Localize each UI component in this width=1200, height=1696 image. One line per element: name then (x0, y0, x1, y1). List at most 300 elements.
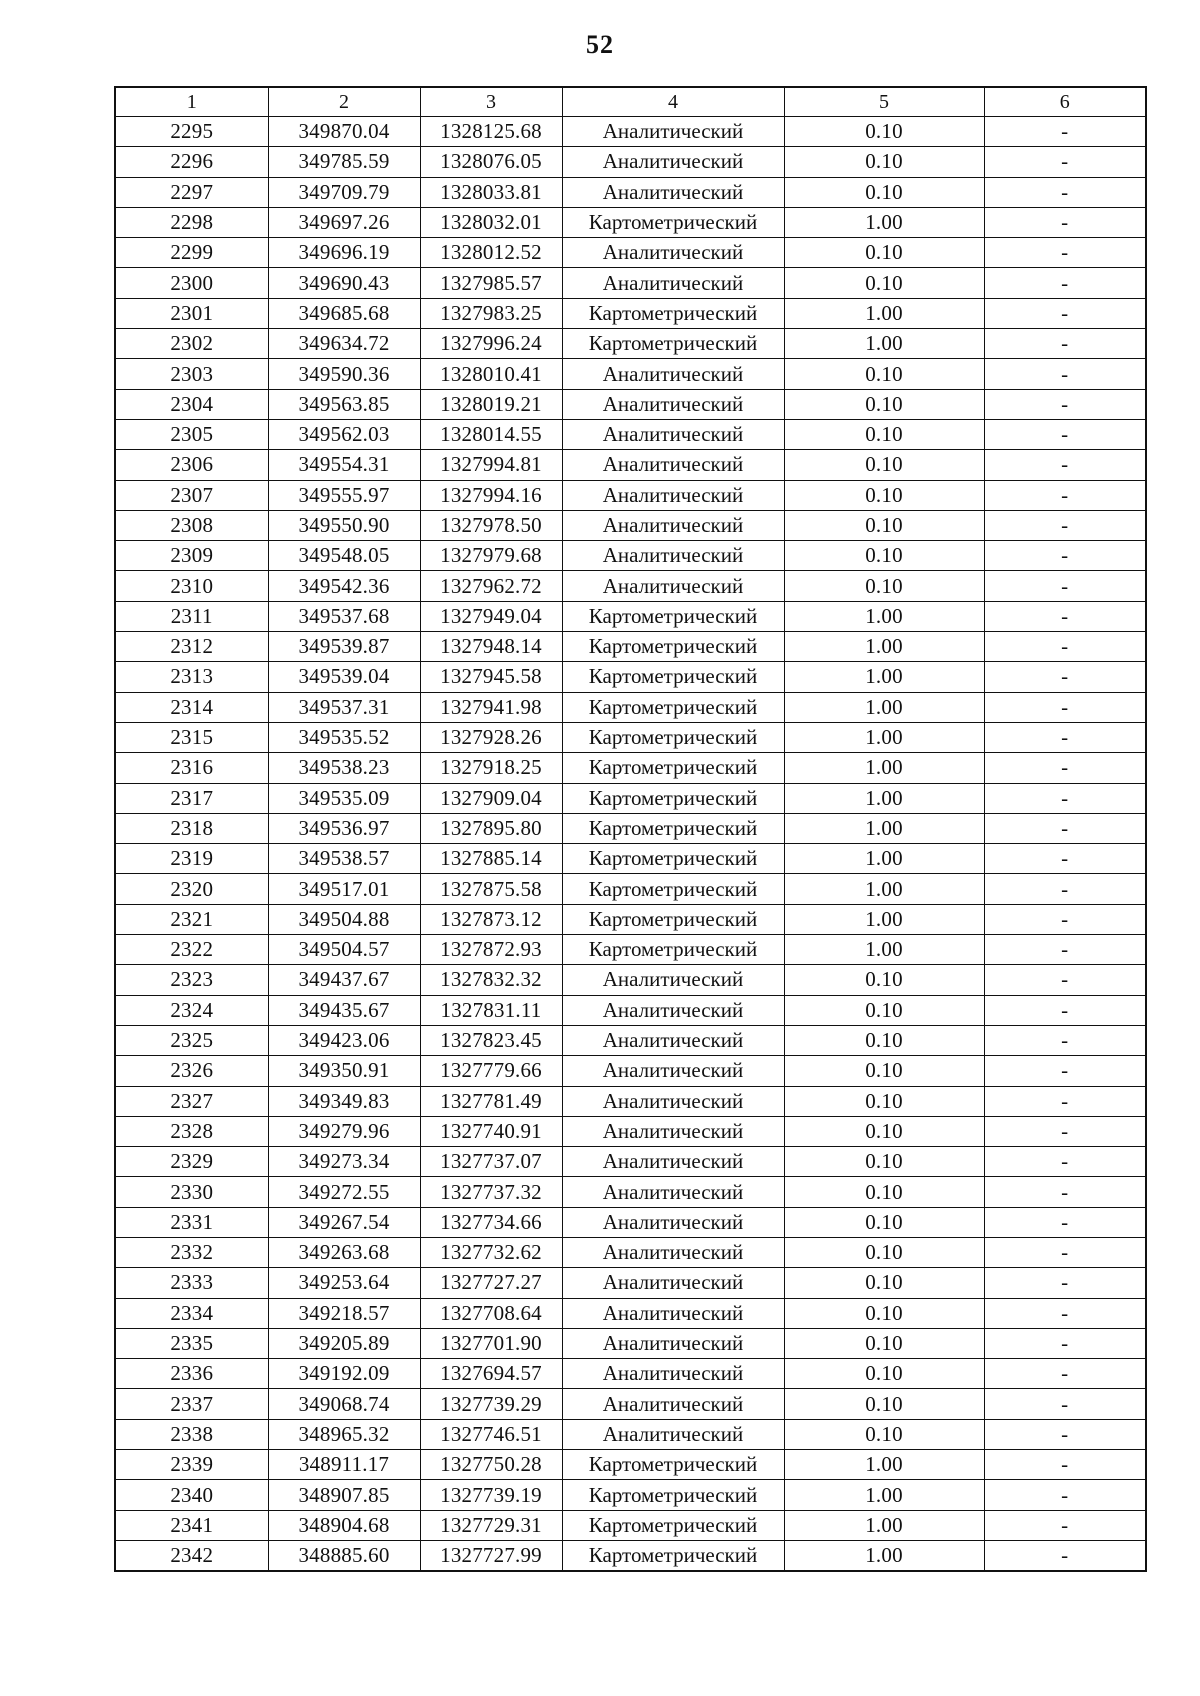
y-coordinate-cell: 1327823.45 (420, 1025, 562, 1055)
x-coordinate-cell: 349068.74 (268, 1389, 420, 1419)
y-coordinate-cell: 1327994.16 (420, 480, 562, 510)
table-row (115, 480, 1146, 510)
table-row (115, 1419, 1146, 1449)
y-coordinate-cell: 1327739.29 (420, 1389, 562, 1419)
x-coordinate-cell: 349437.67 (268, 965, 420, 995)
x-coordinate-cell: 349192.09 (268, 1359, 420, 1389)
x-coordinate-cell: 349550.90 (268, 510, 420, 540)
x-coordinate-cell: 349435.67 (268, 995, 420, 1025)
table-row (115, 268, 1146, 298)
method-cell: Аналитический (562, 359, 784, 389)
y-coordinate-cell: 1327694.57 (420, 1359, 562, 1389)
table-row (115, 1025, 1146, 1055)
method-cell: Аналитический (562, 1177, 784, 1207)
accuracy-cell: 0.10 (784, 1116, 984, 1146)
accuracy-cell: 1.00 (784, 1480, 984, 1510)
y-coordinate-cell: 1327978.50 (420, 510, 562, 540)
x-coordinate-cell: 349590.36 (268, 359, 420, 389)
accuracy-cell: 0.10 (784, 965, 984, 995)
method-cell: Аналитический (562, 1056, 784, 1086)
note-cell: - (984, 874, 1146, 904)
x-coordinate-cell: 349349.83 (268, 1086, 420, 1116)
table-row (115, 571, 1146, 601)
accuracy-cell: 0.10 (784, 1298, 984, 1328)
method-cell: Картометрический (562, 692, 784, 722)
point-number-cell: 2319 (115, 844, 268, 874)
method-cell: Картометрический (562, 1540, 784, 1571)
x-coordinate-cell: 349548.05 (268, 541, 420, 571)
accuracy-cell: 0.10 (784, 541, 984, 571)
table-row (115, 1510, 1146, 1540)
accuracy-cell: 1.00 (784, 935, 984, 965)
point-number-cell: 2323 (115, 965, 268, 995)
note-cell: - (984, 117, 1146, 147)
x-coordinate-cell: 349535.52 (268, 722, 420, 752)
table-row (115, 329, 1146, 359)
point-number-cell: 2327 (115, 1086, 268, 1116)
y-coordinate-cell: 1327909.04 (420, 783, 562, 813)
y-coordinate-cell: 1328014.55 (420, 419, 562, 449)
point-number-cell: 2325 (115, 1025, 268, 1055)
table-row (115, 1540, 1146, 1571)
accuracy-cell: 1.00 (784, 904, 984, 934)
table-row (115, 1480, 1146, 1510)
table-row (115, 541, 1146, 571)
method-cell: Картометрический (562, 632, 784, 662)
column-header-5: 5 (784, 87, 984, 117)
note-cell: - (984, 510, 1146, 540)
table-row (115, 813, 1146, 843)
y-coordinate-cell: 1328032.01 (420, 207, 562, 237)
x-coordinate-cell: 348911.17 (268, 1450, 420, 1480)
table-row (115, 389, 1146, 419)
note-cell: - (984, 541, 1146, 571)
method-cell: Картометрический (562, 662, 784, 692)
method-cell: Картометрический (562, 601, 784, 631)
note-cell: - (984, 995, 1146, 1025)
accuracy-cell: 1.00 (784, 844, 984, 874)
method-cell: Аналитический (562, 1389, 784, 1419)
x-coordinate-cell: 349563.85 (268, 389, 420, 419)
accuracy-cell: 0.10 (784, 510, 984, 540)
table-row (115, 783, 1146, 813)
table-row (115, 1359, 1146, 1389)
point-number-cell: 2329 (115, 1147, 268, 1177)
method-cell: Аналитический (562, 1328, 784, 1358)
table-row (115, 1207, 1146, 1237)
point-number-cell: 2296 (115, 147, 268, 177)
x-coordinate-cell: 349267.54 (268, 1207, 420, 1237)
accuracy-cell: 1.00 (784, 722, 984, 752)
accuracy-cell: 1.00 (784, 632, 984, 662)
point-number-cell: 2313 (115, 662, 268, 692)
table-row (115, 995, 1146, 1025)
accuracy-cell: 0.10 (784, 1177, 984, 1207)
y-coordinate-cell: 1327875.58 (420, 874, 562, 904)
method-cell: Аналитический (562, 1025, 784, 1055)
y-coordinate-cell: 1327962.72 (420, 571, 562, 601)
x-coordinate-cell: 349562.03 (268, 419, 420, 449)
point-number-cell: 2307 (115, 480, 268, 510)
y-coordinate-cell: 1328012.52 (420, 238, 562, 268)
point-number-cell: 2322 (115, 935, 268, 965)
method-cell: Картометрический (562, 1450, 784, 1480)
table-row (115, 207, 1146, 237)
y-coordinate-cell: 1327895.80 (420, 813, 562, 843)
x-coordinate-cell: 349279.96 (268, 1116, 420, 1146)
note-cell: - (984, 1147, 1146, 1177)
x-coordinate-cell: 349785.59 (268, 147, 420, 177)
point-number-cell: 2331 (115, 1207, 268, 1237)
accuracy-cell: 0.10 (784, 995, 984, 1025)
table-row (115, 1147, 1146, 1177)
table-row (115, 662, 1146, 692)
note-cell: - (984, 329, 1146, 359)
table-row (115, 632, 1146, 662)
table-row (115, 844, 1146, 874)
point-number-cell: 2303 (115, 359, 268, 389)
y-coordinate-cell: 1327832.32 (420, 965, 562, 995)
table-row (115, 177, 1146, 207)
table-row (115, 874, 1146, 904)
note-cell: - (984, 1268, 1146, 1298)
y-coordinate-cell: 1327737.07 (420, 1147, 562, 1177)
method-cell: Аналитический (562, 177, 784, 207)
note-cell: - (984, 1177, 1146, 1207)
y-coordinate-cell: 1328010.41 (420, 359, 562, 389)
table-row (115, 1086, 1146, 1116)
note-cell: - (984, 662, 1146, 692)
accuracy-cell: 1.00 (784, 662, 984, 692)
method-cell: Картометрический (562, 753, 784, 783)
column-header-3: 3 (420, 87, 562, 117)
page-number: 52 (586, 30, 614, 59)
y-coordinate-cell: 1327928.26 (420, 722, 562, 752)
method-cell: Аналитический (562, 1268, 784, 1298)
method-cell: Картометрический (562, 904, 784, 934)
accuracy-cell: 0.10 (784, 1268, 984, 1298)
x-coordinate-cell: 348965.32 (268, 1419, 420, 1449)
x-coordinate-cell: 349555.97 (268, 480, 420, 510)
point-number-cell: 2301 (115, 298, 268, 328)
point-number-cell: 2336 (115, 1359, 268, 1389)
x-coordinate-cell: 349690.43 (268, 268, 420, 298)
point-number-cell: 2341 (115, 1510, 268, 1540)
x-coordinate-cell: 349272.55 (268, 1177, 420, 1207)
y-coordinate-cell: 1327873.12 (420, 904, 562, 934)
note-cell: - (984, 783, 1146, 813)
accuracy-cell: 0.10 (784, 1207, 984, 1237)
method-cell: Аналитический (562, 268, 784, 298)
coordinates-table (114, 86, 1147, 1572)
table-row (115, 935, 1146, 965)
note-cell: - (984, 1510, 1146, 1540)
table-row (115, 1116, 1146, 1146)
accuracy-cell: 0.10 (784, 419, 984, 449)
y-coordinate-cell: 1327945.58 (420, 662, 562, 692)
accuracy-cell: 1.00 (784, 207, 984, 237)
y-coordinate-cell: 1327996.24 (420, 329, 562, 359)
method-cell: Аналитический (562, 510, 784, 540)
table-row (115, 1177, 1146, 1207)
accuracy-cell: 0.10 (784, 1359, 984, 1389)
y-coordinate-cell: 1327732.62 (420, 1237, 562, 1267)
method-cell: Аналитический (562, 147, 784, 177)
point-number-cell: 2310 (115, 571, 268, 601)
x-coordinate-cell: 349205.89 (268, 1328, 420, 1358)
x-coordinate-cell: 349536.97 (268, 813, 420, 843)
point-number-cell: 2342 (115, 1540, 268, 1571)
note-cell: - (984, 177, 1146, 207)
y-coordinate-cell: 1327746.51 (420, 1419, 562, 1449)
point-number-cell: 2314 (115, 692, 268, 722)
point-number-cell: 2333 (115, 1268, 268, 1298)
accuracy-cell: 1.00 (784, 329, 984, 359)
accuracy-cell: 0.10 (784, 571, 984, 601)
y-coordinate-cell: 1327979.68 (420, 541, 562, 571)
point-number-cell: 2308 (115, 510, 268, 540)
point-number-cell: 2330 (115, 1177, 268, 1207)
note-cell: - (984, 935, 1146, 965)
y-coordinate-cell: 1327729.31 (420, 1510, 562, 1540)
note-cell: - (984, 1025, 1146, 1055)
accuracy-cell: 1.00 (784, 601, 984, 631)
table-row (115, 601, 1146, 631)
y-coordinate-cell: 1327779.66 (420, 1056, 562, 1086)
note-cell: - (984, 1450, 1146, 1480)
note-cell: - (984, 389, 1146, 419)
note-cell: - (984, 268, 1146, 298)
method-cell: Аналитический (562, 1298, 784, 1328)
x-coordinate-cell: 349504.57 (268, 935, 420, 965)
table-row (115, 1450, 1146, 1480)
table-row (115, 1237, 1146, 1267)
note-cell: - (984, 844, 1146, 874)
x-coordinate-cell: 349697.26 (268, 207, 420, 237)
note-cell: - (984, 207, 1146, 237)
note-cell: - (984, 722, 1146, 752)
method-cell: Аналитический (562, 1207, 784, 1237)
x-coordinate-cell: 349538.23 (268, 753, 420, 783)
accuracy-cell: 0.10 (784, 359, 984, 389)
accuracy-cell: 0.10 (784, 117, 984, 147)
note-cell: - (984, 1056, 1146, 1086)
accuracy-cell: 0.10 (784, 450, 984, 480)
table-row (115, 753, 1146, 783)
y-coordinate-cell: 1328019.21 (420, 389, 562, 419)
point-number-cell: 2295 (115, 117, 268, 147)
y-coordinate-cell: 1327701.90 (420, 1328, 562, 1358)
method-cell: Картометрический (562, 207, 784, 237)
note-cell: - (984, 238, 1146, 268)
accuracy-cell: 0.10 (784, 389, 984, 419)
method-cell: Аналитический (562, 419, 784, 449)
note-cell: - (984, 480, 1146, 510)
accuracy-cell: 0.10 (784, 1056, 984, 1086)
table-row (115, 298, 1146, 328)
column-header-4: 4 (562, 87, 784, 117)
x-coordinate-cell: 349870.04 (268, 117, 420, 147)
table-row (115, 1298, 1146, 1328)
method-cell: Картометрический (562, 1480, 784, 1510)
column-header-1: 1 (115, 87, 268, 117)
x-coordinate-cell: 349539.04 (268, 662, 420, 692)
note-cell: - (984, 1207, 1146, 1237)
point-number-cell: 2312 (115, 632, 268, 662)
accuracy-cell: 0.10 (784, 238, 984, 268)
accuracy-cell: 0.10 (784, 1419, 984, 1449)
x-coordinate-cell: 349350.91 (268, 1056, 420, 1086)
note-cell: - (984, 1328, 1146, 1358)
note-cell: - (984, 1298, 1146, 1328)
y-coordinate-cell: 1327994.81 (420, 450, 562, 480)
table-row (115, 1328, 1146, 1358)
point-number-cell: 2315 (115, 722, 268, 752)
accuracy-cell: 0.10 (784, 147, 984, 177)
method-cell: Аналитический (562, 117, 784, 147)
table-body (115, 117, 1146, 1572)
x-coordinate-cell: 349537.68 (268, 601, 420, 631)
accuracy-cell: 1.00 (784, 1450, 984, 1480)
accuracy-cell: 0.10 (784, 1389, 984, 1419)
note-cell: - (984, 813, 1146, 843)
accuracy-cell: 0.10 (784, 1237, 984, 1267)
x-coordinate-cell: 349218.57 (268, 1298, 420, 1328)
accuracy-cell: 0.10 (784, 1328, 984, 1358)
note-cell: - (984, 147, 1146, 177)
accuracy-cell: 0.10 (784, 480, 984, 510)
table-row (115, 510, 1146, 540)
point-number-cell: 2311 (115, 601, 268, 631)
note-cell: - (984, 1540, 1146, 1571)
note-cell: - (984, 450, 1146, 480)
table-row (115, 450, 1146, 480)
y-coordinate-cell: 1327918.25 (420, 753, 562, 783)
point-number-cell: 2302 (115, 329, 268, 359)
point-number-cell: 2317 (115, 783, 268, 813)
method-cell: Аналитический (562, 995, 784, 1025)
x-coordinate-cell: 349538.57 (268, 844, 420, 874)
y-coordinate-cell: 1327948.14 (420, 632, 562, 662)
table-row (115, 1268, 1146, 1298)
x-coordinate-cell: 349253.64 (268, 1268, 420, 1298)
column-header-6: 6 (984, 87, 1146, 117)
table-row (115, 147, 1146, 177)
accuracy-cell: 1.00 (784, 783, 984, 813)
note-cell: - (984, 1116, 1146, 1146)
accuracy-cell: 1.00 (784, 874, 984, 904)
note-cell: - (984, 1086, 1146, 1116)
accuracy-cell: 1.00 (784, 1540, 984, 1571)
method-cell: Аналитический (562, 480, 784, 510)
method-cell: Аналитический (562, 965, 784, 995)
method-cell: Картометрический (562, 722, 784, 752)
y-coordinate-cell: 1327781.49 (420, 1086, 562, 1116)
table-row (115, 904, 1146, 934)
y-coordinate-cell: 1327739.19 (420, 1480, 562, 1510)
point-number-cell: 2326 (115, 1056, 268, 1086)
note-cell: - (984, 1389, 1146, 1419)
y-coordinate-cell: 1327985.57 (420, 268, 562, 298)
method-cell: Картометрический (562, 329, 784, 359)
point-number-cell: 2300 (115, 268, 268, 298)
note-cell: - (984, 1419, 1146, 1449)
note-cell: - (984, 1359, 1146, 1389)
note-cell: - (984, 692, 1146, 722)
accuracy-cell: 0.10 (784, 177, 984, 207)
y-coordinate-cell: 1327949.04 (420, 601, 562, 631)
table-row (115, 238, 1146, 268)
note-cell: - (984, 753, 1146, 783)
point-number-cell: 2306 (115, 450, 268, 480)
point-number-cell: 2328 (115, 1116, 268, 1146)
method-cell: Аналитический (562, 1086, 784, 1116)
x-coordinate-cell: 349539.87 (268, 632, 420, 662)
method-cell: Аналитический (562, 1237, 784, 1267)
y-coordinate-cell: 1327727.27 (420, 1268, 562, 1298)
method-cell: Аналитический (562, 1359, 784, 1389)
method-cell: Картометрический (562, 298, 784, 328)
y-coordinate-cell: 1327737.32 (420, 1177, 562, 1207)
point-number-cell: 2320 (115, 874, 268, 904)
table-row (115, 1389, 1146, 1419)
table-row (115, 117, 1146, 147)
point-number-cell: 2334 (115, 1298, 268, 1328)
method-cell: Аналитический (562, 571, 784, 601)
x-coordinate-cell: 348907.85 (268, 1480, 420, 1510)
note-cell: - (984, 904, 1146, 934)
point-number-cell: 2318 (115, 813, 268, 843)
method-cell: Картометрический (562, 935, 784, 965)
method-cell: Аналитический (562, 1147, 784, 1177)
x-coordinate-cell: 349685.68 (268, 298, 420, 328)
method-cell: Аналитический (562, 541, 784, 571)
x-coordinate-cell: 349696.19 (268, 238, 420, 268)
y-coordinate-cell: 1327740.91 (420, 1116, 562, 1146)
method-cell: Картометрический (562, 813, 784, 843)
column-header-2: 2 (268, 87, 420, 117)
note-cell: - (984, 632, 1146, 662)
accuracy-cell: 0.10 (784, 1086, 984, 1116)
y-coordinate-cell: 1327750.28 (420, 1450, 562, 1480)
x-coordinate-cell: 349554.31 (268, 450, 420, 480)
note-cell: - (984, 601, 1146, 631)
x-coordinate-cell: 349542.36 (268, 571, 420, 601)
accuracy-cell: 0.10 (784, 1147, 984, 1177)
x-coordinate-cell: 349535.09 (268, 783, 420, 813)
note-cell: - (984, 965, 1146, 995)
table-row (115, 359, 1146, 389)
point-number-cell: 2338 (115, 1419, 268, 1449)
method-cell: Аналитический (562, 238, 784, 268)
note-cell: - (984, 1237, 1146, 1267)
method-cell: Картометрический (562, 874, 784, 904)
x-coordinate-cell: 349273.34 (268, 1147, 420, 1177)
x-coordinate-cell: 349504.88 (268, 904, 420, 934)
note-cell: - (984, 359, 1146, 389)
point-number-cell: 2304 (115, 389, 268, 419)
x-coordinate-cell: 349423.06 (268, 1025, 420, 1055)
point-number-cell: 2309 (115, 541, 268, 571)
method-cell: Картометрический (562, 844, 784, 874)
point-number-cell: 2335 (115, 1328, 268, 1358)
note-cell: - (984, 419, 1146, 449)
accuracy-cell: 0.10 (784, 1025, 984, 1055)
note-cell: - (984, 571, 1146, 601)
y-coordinate-cell: 1327708.64 (420, 1298, 562, 1328)
method-cell: Аналитический (562, 450, 784, 480)
table-header-row (115, 87, 1146, 117)
